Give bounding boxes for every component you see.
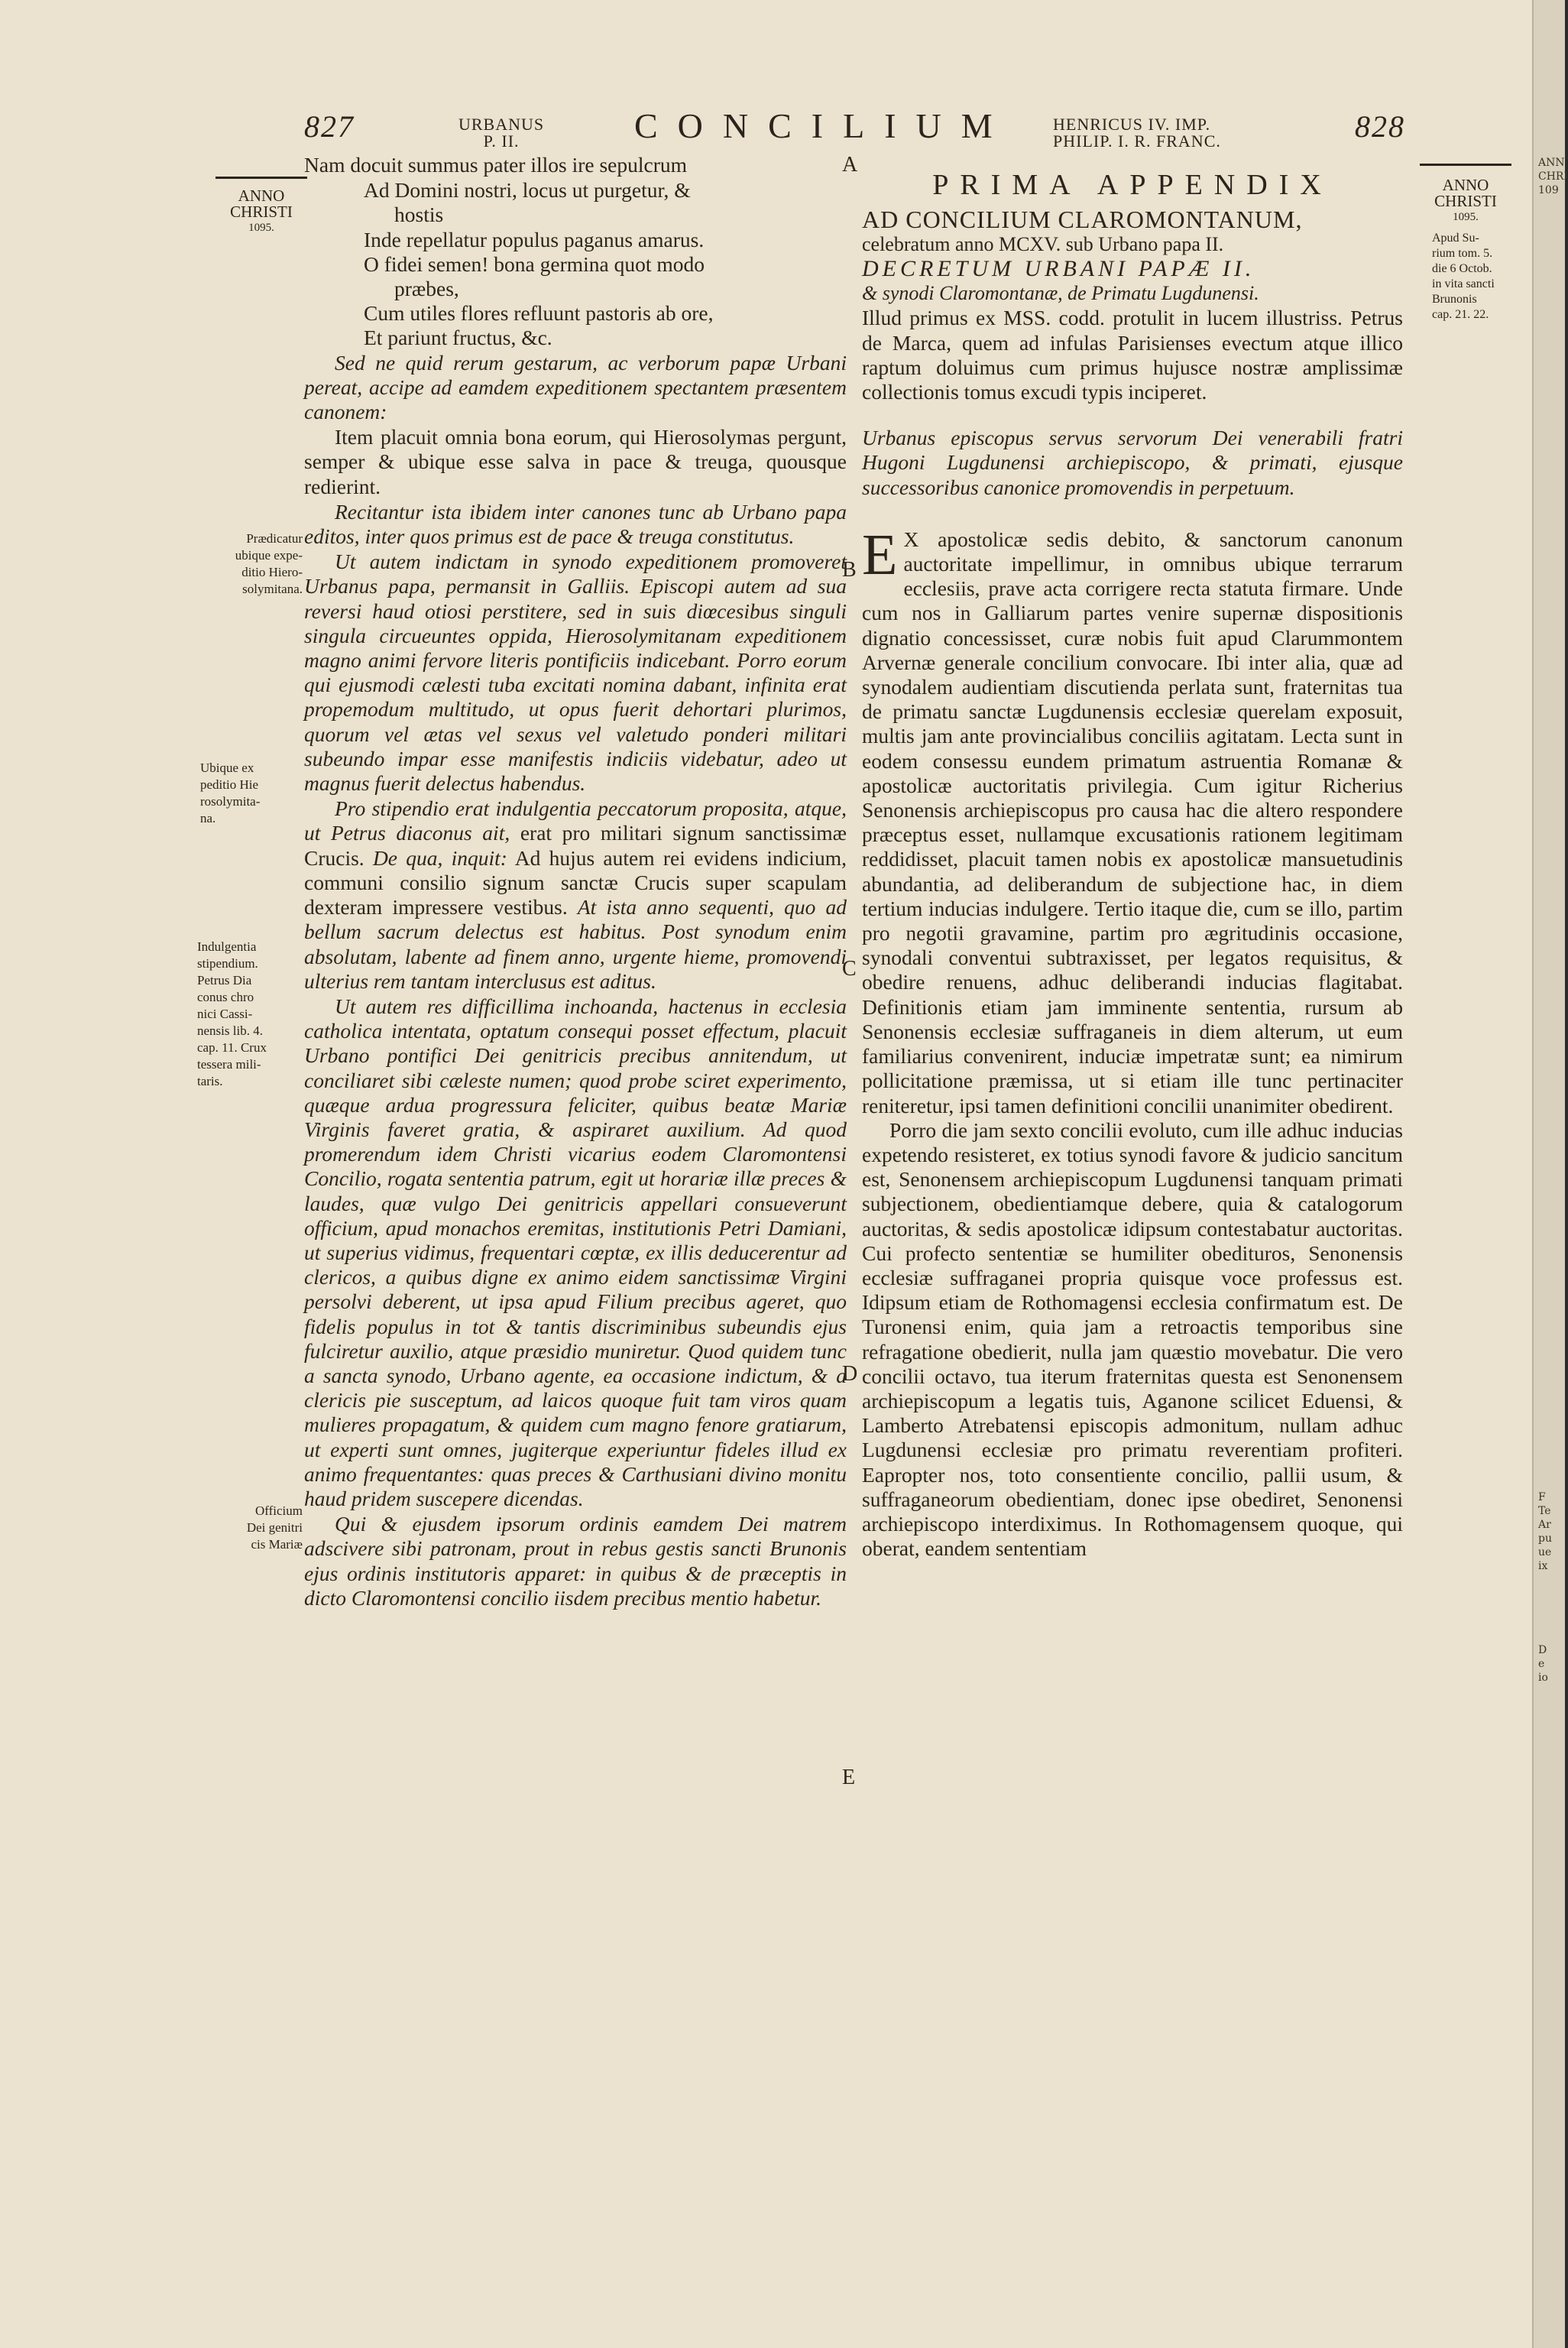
page-number-right: 828 [1355,109,1405,144]
drop-cap: E [862,522,898,587]
right-column [862,167,1403,1561]
running-head-right: HENRICUS IV. IMP. PHILIP. I. R. FRANC. [1053,115,1221,151]
paragraph-qui-ejusdem: Qui & ejusdem ipsorum ordinis eamdem Dei matrem adscivere sibi patronam, prout in rebus gestis sancti Brunonis ejus ordinis institutoris apparet: in quibus & de præceptis in dicto Claromontensi concilio iisdem precibus mentio habetur. [304,1512,847,1610]
margin-note-apud-surium: Apud Su- rium tom. 5. die 6 Octob. in vita sancti Brunonis cap. 21. 22. [1432,232,1495,321]
paragraph-address: Urbanus episcopus servus servorum Dei venerabili fratri Hugoni Lugdunensi archiepiscopo, & primati, ejusque successoribus canonice promovendis in perpetuum. [862,426,1403,499]
verse-block: Ad Domini nostri, locus ut purgetur, & hostis Inde repellatur populus paganus amarus. O fidei semen! bona germina quot modo præbes, Cum utiles flores refluunt pastoris ab ore, Et pariunt fructus, &c. [364,178,714,350]
left-column [304,153,847,1611]
verse-opening: Nam docuit summus pater illos ire sepulcrum [304,153,688,177]
decretum-subheading: & synodi Claromontanæ, de Primatu Lugdunensi. [862,282,1259,305]
page-title: CONCILIUM [634,106,1012,145]
margin-note-ubique: Ubique ex peditio Hie rosolymita- na. [200,761,261,825]
margin-rule-left [215,177,307,179]
section-letter-c: C [842,957,857,981]
adjacent-page-mid-text: F Te Ar pu ue ix [1538,1491,1552,1572]
anno-christi-left: ANNO CHRISTI 1095. [230,186,293,234]
section-letter-e: E [842,1766,856,1789]
paragraph-pro-stipendio: Pro stipendio erat indulgentia peccatorum proposita, atque, ut Petrus diaconus ait, erat pro militari signum sanctissimæ Crucis. De qua, inquit: Ad hujus autem rei evidens indicium, communi consilio signum sanctæ Crucis super scapulam dexteram impressere vestibus. At ista anno sequenti, quo ad bellum sacrum delectus est habitus. Post synodum enim absolutam, labente ad finem anno, urgente hieme, promovendi ulterius rem tantam interclusus est aditus. [304,796,847,993]
paragraph-recitantur: Recitantur ista ibidem inter canones tunc ab Urbano papa editos, inter quos primus est de pace & treuga constitutus. [304,499,847,549]
adjacent-page-edge [1532,0,1568,2348]
section-letter-b: B [842,558,857,582]
appendix-date: celebratum anno MCXV. sub Urbano papa II. [862,233,1224,256]
margin-note-praedicatur: Prædicatur ubique expe- ditio Hiero- solymitana. [235,531,303,596]
margin-rule-right [1420,164,1511,166]
margin-note-indulgentia: Indulgentia stipendium. Petrus Dia conus chro nici Cassi- nensis lib. 4. cap. 11. Crux tessera mili- taris. [197,939,267,1088]
section-letter-d: D [842,1362,858,1386]
margin-note-officium: Officium Dei genitri cis Mariæ [246,1503,303,1552]
appendix-subtitle: AD CONCILIUM CLAROMONTANUM, [862,206,1303,234]
anno-christi-right: ANNO CHRISTI 1095. [1434,176,1497,223]
paragraph-ex-apostolicae: E X apostolicæ sedis debito, & sanctorum canonum auctoritate impellimur, in omnibus ubique terrarum ecclesiis, prave acta corrigere recta statuta firmare. Unde cum nos in Galliarum partes venire supernæ dispositionis dignatio concessisset, curæ nobis fuit apud Clarummontem Arvernæ generale concilium convocare. Ibi inter alia, quæ ad synodalem audientiam discutienda perlata sunt, fraternitas tua de primatu sanctæ Lugdunensis ecclesiæ querelam exposuit, multis jam ante provincialibus conciliis agitatam. Lecta sunt in eodem consessu eundem primatum astruentia Romanæ & apostolicæ auctoritatis privilegia. Cum igitur Richerius Senonensis archiepiscopus pro causa hac die altero respondere præceptus esset, nullamque excusationis rationem legitimam reddidisset, placuit tamen nobis ex apostolicæ mansuetudinis abundantia, ad deliberandum de subjectione hac, in diem tertium inducias indulgere. Tertio itaque die, cum se illo, partim pro negotii gravamine, partim pro ægritudinis occasione, synodali conventui subtraxisset, per legatos requisitus, & obedire renuens, adhuc deliberandi inducias flagitabat. Definitionis etiam jam imminente sententia, rursum ab Senonensis ecclesiæ suffraganeis in diem alterum, ut eum familiarius convenirent, induciæ impetratæ sunt; ea nimirum pollicitatione præmissa, ut si etiam ille tunc pertinaciter reniteretur, ipsi tamen definitioni concilii unanimiter obedirent. [862,522,1403,1117]
appendix-title: PRIMA APPENDIX [932,169,1333,201]
paragraph-porro-die: Porro die jam sexto concilii evoluto, cum ille adhuc inducias expetendo resisteret, ex totius synodi favore & judicio sancitum est, Senonensem archiepiscopum Lugdunensi tanquam primati subjectionem, obedientiamque debere, quia & catalogorum auctoritas, & sedis apostolicæ idipsum contestabatur auctoritas. Cui profecto sententiæ se humiliter obedituros, Senonensis ecclesiæ suffraganei propria quisque voce professus est. Idipsum etiam de Rothomagensi ecclesia confirmatum est. De Turonensi enim, quia jam a retroactis temporibus sine refragatione obedierit, nulla jam quæstio movebatur. Die vero concilii octavo, tua iterum fraternitas questa est Senonensem archiepiscopum a legatis tuis, Aganone scilicet Eduensi, & Lamberto Atrebatensi episcopis admonitum, nullam adhuc Lugdunensi ecclesiæ pro primatu reverentiam profiteri. Eapropter nos, toto consentiente concilio, pallii usum, & suffraganeorum obedientiam, donec ipse obediret, Senonensi archiepiscopo interdiximus. In Rothomagensem quoque, qui oberat, eandem sententiam [862,1117,1403,1561]
page-number-left: 827 [304,109,355,144]
paragraph-illud-primus: Illud primus ex MSS. codd. protulit in lucem illustriss. Petrus de Marca, quem ad infulas Parisienses evectum atque illico raptum doluimus cum primus hujusce nostræ amplissimæ collectionis tomus excudi typis inciperet. [862,306,1403,404]
adjacent-page-top-text: ANN CHRI 109 [1538,157,1568,196]
paragraph-ut-autem-res: Ut autem res difficillima inchoanda, hactenus in ecclesia catholica intentata, optatum consequi posset effectum, placuit Urbano pontifici Dei genitricis precibus annitendum, ut conciliaret sibi cæleste numen; quod probe sciret experimento, quæque ardua progressura feliciter, quibus beatæ Mariæ Virginis faveret gratia, & aspiraret auxilium. Ad quod promerendum idem Christi vicarius eodem Claromontensi Concilio, rogata sententia patrum, egit ut horariæ illæ preces & laudes, quæ vulgo Dei genitricis appellari consueverunt officium, apud monachos eremitas, institutionis Petri Damiani, ut superius vidimus, frequentari cœptæ, ex illis deducerentur ad clericos, a quibus digne ex animo eidem sanctissimæ Virgini persolvi deberent, ut ipsa apud Filium precibus ageret, quo fidelis populus in tot & tantis discriminibus subeundis ejus fulciretur auxilio, atque præsidio muniretur. Quod quidem tunc a sancta synodo, Urbano agente, ea occasione indictum, & a clericis pie susceptum, ad laicos quoque fuit tam viros quam mulieres propagatum, & quidem cum magno fenore gratiarum, ut experti sunt omnes, jugiterque experiuntur fideles illud ex animo frequentantes: quas preces & Carthusiani divino monitu haud pridem suscepere dicendas. [304,994,847,1510]
paragraph-sed-ne-quid: Sed ne quid rerum gestarum, ac verborum papæ Urbani pereat, accipe ad eamdem expeditionem spectantem præsentem canonem: [304,350,847,424]
paragraph-ut-autem-indictam: Ut autem indictam in synodo expeditionem promoveret Urbanus papa, permansit in Galliis. Episcopi autem ad sua reversi haud otiosi perstitere, sed in suis diœcesibus singuli singula circueuntes oppida, Hierosolymitanam expeditionem magno animi fervore literis pontificiis indicebant. Porro eorum qui ejusmodi cælesti tuba excitati nomina dabant, infinita erat propemodum multitudo, ut opus fuerit dehortari plurimos, quorum vel ætas vel sexus vel valetudo ponderi militari subeundo impar esse manifestis indiciis videbatur, adeo ut magnus fuerit delectus habendus. [304,550,847,796]
paragraph-item-placuit: Item placuit omnia bona eorum, qui Hierosolymas pergunt, semper & ubique esse salva in pace & treuga, quousque redierint. [304,425,847,498]
adjacent-page-low-text: D e io [1538,1644,1548,1684]
decretum-heading: DECRETUM URBANI PAPÆ II. [862,256,1255,282]
section-letter-a: A [842,153,858,177]
running-head-left: URBANUS P. II. [458,115,545,151]
